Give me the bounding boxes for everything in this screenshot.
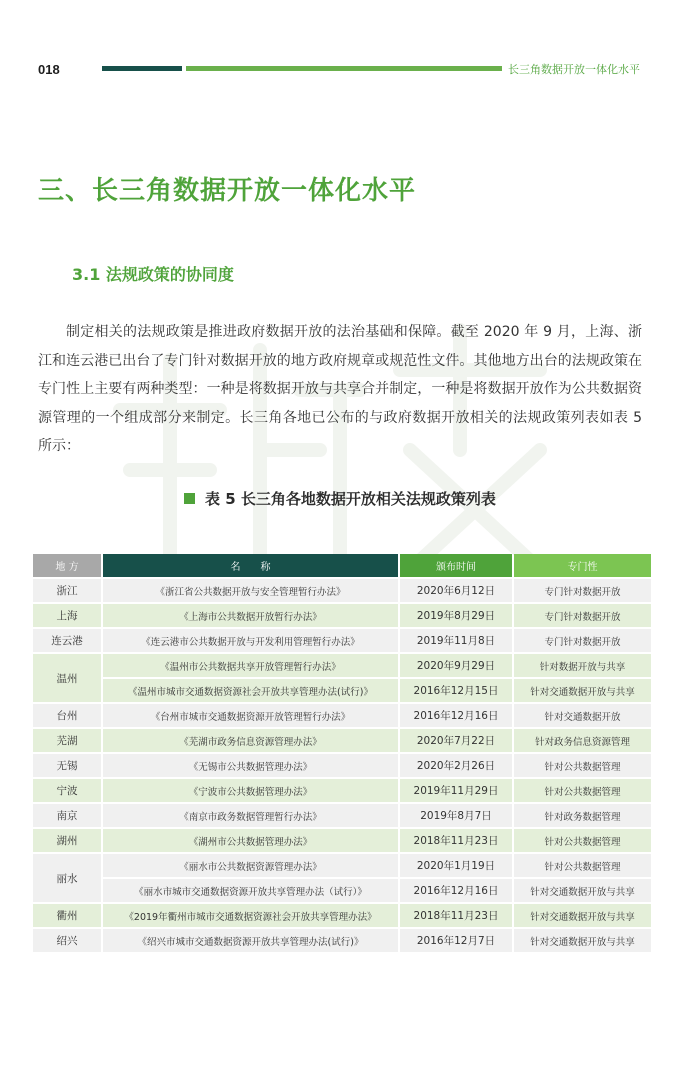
- cell-region: 绍兴: [33, 929, 101, 952]
- cell-specificity: 针对公共数据管理: [514, 829, 651, 852]
- cell-name: 《绍兴市城市交通数据资源开放共享管理办法(试行)》: [103, 929, 398, 952]
- caption-square-icon: [184, 493, 195, 504]
- cell-specificity: 针对公共数据管理: [514, 854, 651, 877]
- policy-table-container: [33, 552, 645, 954]
- cell-specificity: 针对数据开放与共享: [514, 654, 651, 677]
- cell-date: 2016年12月16日: [400, 879, 512, 902]
- table-row: [33, 929, 651, 952]
- policy-table: [31, 552, 653, 954]
- body-paragraph: 制定相关的法规政策是推进政府数据开放的法治基础和保障。截至 2020 年 9 月，上海、浙江和连云港已出台了专门针对数据开放的地方政府规章或规范性文件。其他地方出台的法规政策在专门性上主要有两种类型：一种是将数据开放与共享合并制定，一种是将数据开放作为公共数据资源管理的一个组成部分来制定。长三角各地已公布的与政府数据开放相关的法规政策列表如表 5 所示：: [38, 324, 642, 454]
- cell-date: 2019年11月8日: [400, 629, 512, 652]
- header-date: 颁布时间: [400, 554, 512, 577]
- cell-date: 2018年11月23日: [400, 829, 512, 852]
- table-caption-text: 表 5 长三角各地数据开放相关法规政策列表: [205, 490, 496, 508]
- cell-specificity: 针对公共数据管理: [514, 779, 651, 802]
- table-body: [33, 579, 651, 952]
- header-name: 名 称: [103, 554, 398, 577]
- cell-region: 连云港: [33, 629, 101, 652]
- cell-date: 2019年8月29日: [400, 604, 512, 627]
- cell-region: 无锡: [33, 754, 101, 777]
- table-row: [33, 879, 651, 902]
- cell-name: 《湖州市公共数据管理办法》: [103, 829, 398, 852]
- table-row: [33, 854, 651, 877]
- table-header-row: [33, 554, 651, 577]
- cell-specificity: 专门针对数据开放: [514, 579, 651, 602]
- cell-region: 丽水: [33, 854, 101, 902]
- cell-name: 《上海市公共数据开放暂行办法》: [103, 604, 398, 627]
- cell-date: 2020年2月26日: [400, 754, 512, 777]
- subsection-title: 3.1 法规政策的协同度: [72, 265, 234, 284]
- cell-region: 台州: [33, 704, 101, 727]
- table-row: [33, 579, 651, 602]
- cell-date: 2016年12月16日: [400, 704, 512, 727]
- cell-specificity: 针对交通数据开放与共享: [514, 904, 651, 927]
- cell-specificity: 针对公共数据管理: [514, 754, 651, 777]
- running-header-title: 长三角数据开放一体化水平: [508, 63, 640, 76]
- cell-name: 《南京市政务数据管理暂行办法》: [103, 804, 398, 827]
- table-row: [33, 829, 651, 852]
- table-caption: [0, 488, 680, 509]
- cell-region: 浙江: [33, 579, 101, 602]
- table-row: [33, 729, 651, 752]
- cell-name: 《芜湖市政务信息资源管理办法》: [103, 729, 398, 752]
- cell-specificity: 针对交通数据开放与共享: [514, 929, 651, 952]
- cell-date: 2016年12月15日: [400, 679, 512, 702]
- cell-name: 《无锡市公共数据管理办法》: [103, 754, 398, 777]
- cell-specificity: 针对交通数据开放与共享: [514, 679, 651, 702]
- cell-name: 《浙江省公共数据开放与安全管理暂行办法》: [103, 579, 398, 602]
- cell-region: 温州: [33, 654, 101, 702]
- header-specificity: 专门性: [514, 554, 651, 577]
- cell-specificity: 专门针对数据开放: [514, 604, 651, 627]
- cell-date: 2020年7月22日: [400, 729, 512, 752]
- table-row: [33, 704, 651, 727]
- table-row: [33, 904, 651, 927]
- page-number: 018: [38, 62, 60, 77]
- cell-region: 上海: [33, 604, 101, 627]
- cell-date: 2019年11月29日: [400, 779, 512, 802]
- table-row: [33, 779, 651, 802]
- cell-specificity: 针对交通数据开放: [514, 704, 651, 727]
- cell-name: 《丽水市公共数据资源管理办法》: [103, 854, 398, 877]
- cell-name: 《丽水市城市交通数据资源开放共享管理办法（试行）》: [103, 879, 398, 902]
- header-region: 地 方: [33, 554, 101, 577]
- cell-date: 2019年8月7日: [400, 804, 512, 827]
- section-title: 三、长三角数据开放一体化水平: [38, 176, 417, 206]
- table-row: [33, 679, 651, 702]
- cell-date: 2020年6月12日: [400, 579, 512, 602]
- cell-name: 《温州市城市交通数据资源社会开放共享管理办法(试行)》: [103, 679, 398, 702]
- cell-region: 芜湖: [33, 729, 101, 752]
- table-row: [33, 629, 651, 652]
- header-bar-dark: [102, 66, 182, 71]
- cell-name: 《台州市城市交通数据资源开放管理暂行办法》: [103, 704, 398, 727]
- cell-name: 《宁波市公共数据管理办法》: [103, 779, 398, 802]
- table-row: [33, 804, 651, 827]
- cell-region: 湖州: [33, 829, 101, 852]
- cell-name: 《连云港市公共数据开放与开发利用管理暂行办法》: [103, 629, 398, 652]
- cell-region: 南京: [33, 804, 101, 827]
- cell-region: 衢州: [33, 904, 101, 927]
- cell-name: 《温州市公共数据共享开放管理暂行办法》: [103, 654, 398, 677]
- cell-region: 宁波: [33, 779, 101, 802]
- cell-date: 2020年9月29日: [400, 654, 512, 677]
- table-row: [33, 654, 651, 677]
- table-row: [33, 604, 651, 627]
- cell-specificity: 针对政务信息资源管理: [514, 729, 651, 752]
- header-bar-green: [186, 66, 502, 71]
- cell-name: 《2019年衢州市城市交通数据资源社会开放共享管理办法》: [103, 904, 398, 927]
- cell-specificity: 针对交通数据开放与共享: [514, 879, 651, 902]
- cell-date: 2016年12月7日: [400, 929, 512, 952]
- cell-specificity: 针对政务数据管理: [514, 804, 651, 827]
- cell-date: 2018年11月23日: [400, 904, 512, 927]
- table-row: [33, 754, 651, 777]
- cell-specificity: 专门针对数据开放: [514, 629, 651, 652]
- cell-date: 2020年1月19日: [400, 854, 512, 877]
